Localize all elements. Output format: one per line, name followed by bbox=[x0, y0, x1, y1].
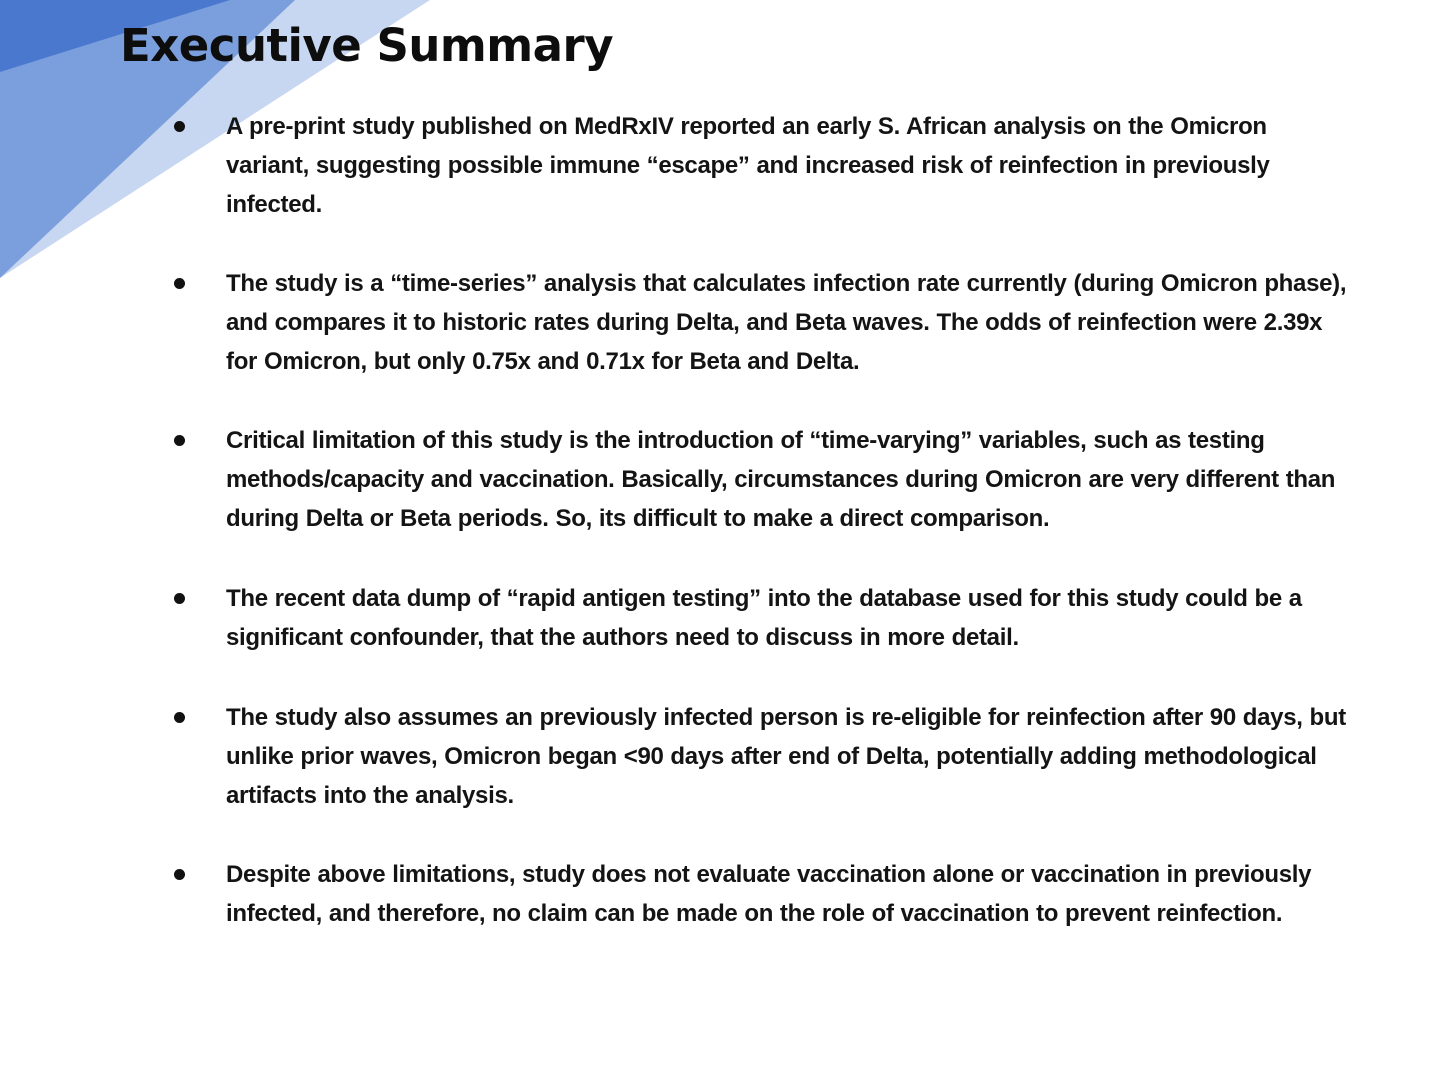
bullet-dot-icon bbox=[174, 593, 185, 604]
bullet-line: Despite above limitations, study does not evaluate vaccination alone or vaccination in previously bbox=[226, 861, 1312, 888]
bullet-dot-icon bbox=[174, 712, 185, 723]
page-title: Executive Summary bbox=[120, 19, 614, 72]
bullet-line: and compares it to historic rates during Delta, and Beta waves. The odds of reinfection were 2.39x bbox=[226, 309, 1323, 336]
bullet-text bbox=[226, 421, 1454, 538]
bullet-dot-icon bbox=[174, 278, 185, 289]
bullet-line: for Omicron, but only 0.75x and 0.71x for Beta and Delta. bbox=[226, 348, 860, 375]
bullet-line: unlike prior waves, Omicron began <90 days after end of Delta, potentially adding methodological bbox=[226, 743, 1317, 770]
bullet-line: Critical limitation of this study is the introduction of “time-varying” variables, such as testing bbox=[226, 427, 1265, 454]
bullet-line: infected. bbox=[226, 191, 322, 218]
bullet-line: infected, and therefore, no claim can be made on the role of vaccination to prevent reinfection. bbox=[226, 900, 1283, 927]
bullet-line: during Delta or Beta periods. So, its difficult to make a direct comparison. bbox=[226, 505, 1050, 532]
bullet-dot-icon bbox=[174, 121, 185, 132]
bullet-line: The study also assumes an previously infected person is re-eligible for reinfection after 90 days, but bbox=[226, 704, 1346, 731]
bullet-line: The study is a “time-series” analysis that calculates infection rate currently (during Omicron phase), bbox=[226, 270, 1347, 297]
bullet-text bbox=[226, 698, 1454, 815]
bullet-text bbox=[226, 579, 1454, 657]
bullet-line: artifacts into the analysis. bbox=[226, 782, 514, 809]
bullet-dot-icon bbox=[174, 435, 185, 446]
bullet-line: A pre-print study published on MedRxIV reported an early S. African analysis on the Omicron bbox=[226, 113, 1267, 140]
bullet-text bbox=[226, 264, 1454, 381]
bullet-text bbox=[226, 107, 1454, 224]
bullet-dot-icon bbox=[174, 869, 185, 880]
bullet-line: variant, suggesting possible immune “escape” and increased risk of reinfection in previously bbox=[226, 152, 1270, 179]
bullet-line: The recent data dump of “rapid antigen testing” into the database used for this study could be a bbox=[226, 585, 1302, 612]
bullet-line: methods/capacity and vaccination. Basically, circumstances during Omicron are very different than bbox=[226, 466, 1336, 493]
bullet-line: significant confounder, that the authors need to discuss in more detail. bbox=[226, 624, 1019, 651]
bullet-text bbox=[226, 855, 1454, 933]
